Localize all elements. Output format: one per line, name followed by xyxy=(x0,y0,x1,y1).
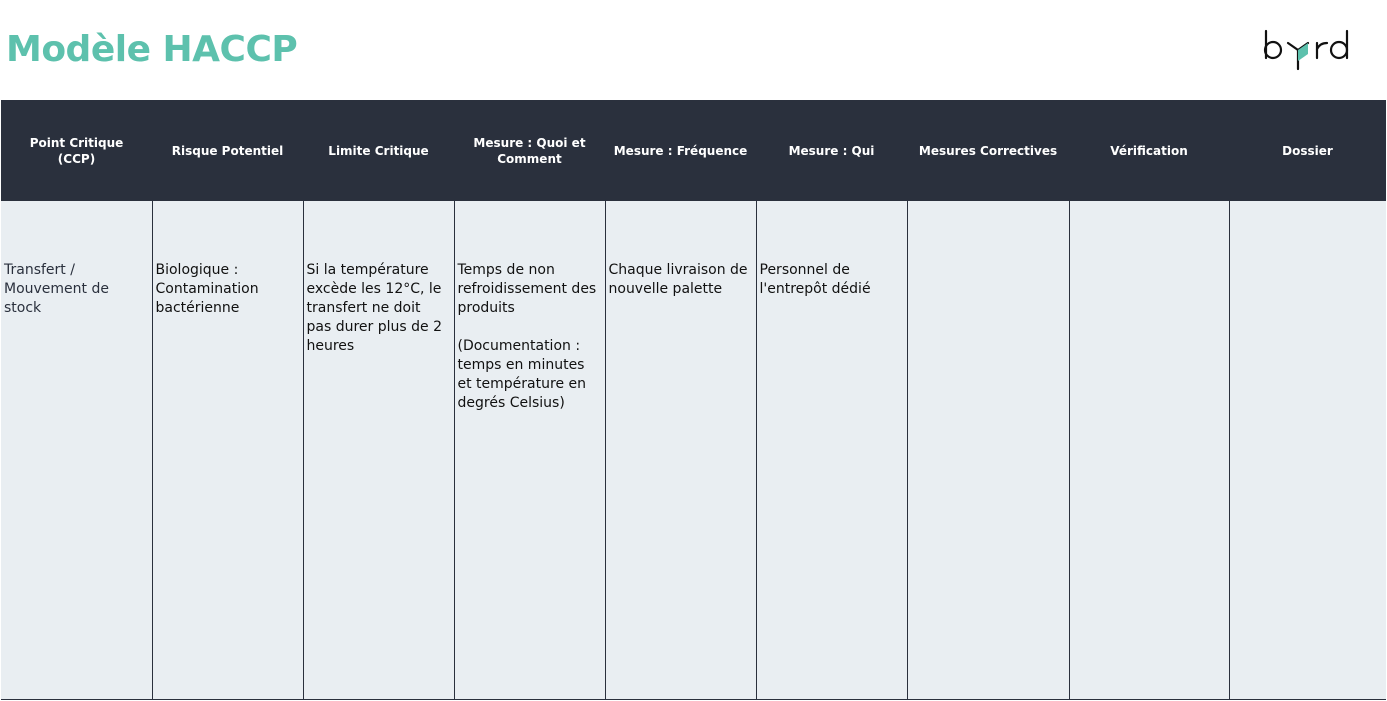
haccp-table xyxy=(1,100,1386,700)
byrd-logo-icon xyxy=(1262,28,1370,72)
table-header-row xyxy=(1,100,1386,201)
page-title: Modèle HACCP xyxy=(6,29,298,70)
column-header-limite: Limite Critique xyxy=(303,100,454,201)
column-header-verification: Vérification xyxy=(1069,100,1229,201)
cell-quoi-comment[interactable]: Temps de non refroidissement des produits (Documentation : temps en minutes et température en degrés Celsius) xyxy=(454,201,605,700)
cell-verification[interactable] xyxy=(1069,201,1229,700)
cell-dossier[interactable] xyxy=(1229,201,1386,700)
cell-mesures-correctives[interactable] xyxy=(907,201,1069,700)
cell-ccp[interactable]: Transfert / Mouvement de stock xyxy=(1,201,152,700)
column-header-risque: Risque Potentiel xyxy=(152,100,303,201)
cell-risque[interactable]: Biologique : Contamination bactérienne xyxy=(152,201,303,700)
cell-frequence[interactable]: Chaque livraison de nouvelle palette xyxy=(605,201,756,700)
column-header-frequence: Mesure : Fréquence xyxy=(605,100,756,201)
table-row xyxy=(1,201,1386,700)
column-header-dossier: Dossier xyxy=(1229,100,1386,201)
column-header-mesures-correctives: Mesures Correctives xyxy=(907,100,1069,201)
cell-limite[interactable]: Si la température excède les 12°C, le transfert ne doit pas durer plus de 2 heures xyxy=(303,201,454,700)
column-header-ccp: Point Critique (CCP) xyxy=(1,100,152,201)
column-header-qui: Mesure : Qui xyxy=(756,100,907,201)
column-header-quoi-comment: Mesure : Quoi et Comment xyxy=(454,100,605,201)
cell-qui[interactable]: Personnel de l'entrepôt dédié xyxy=(756,201,907,700)
